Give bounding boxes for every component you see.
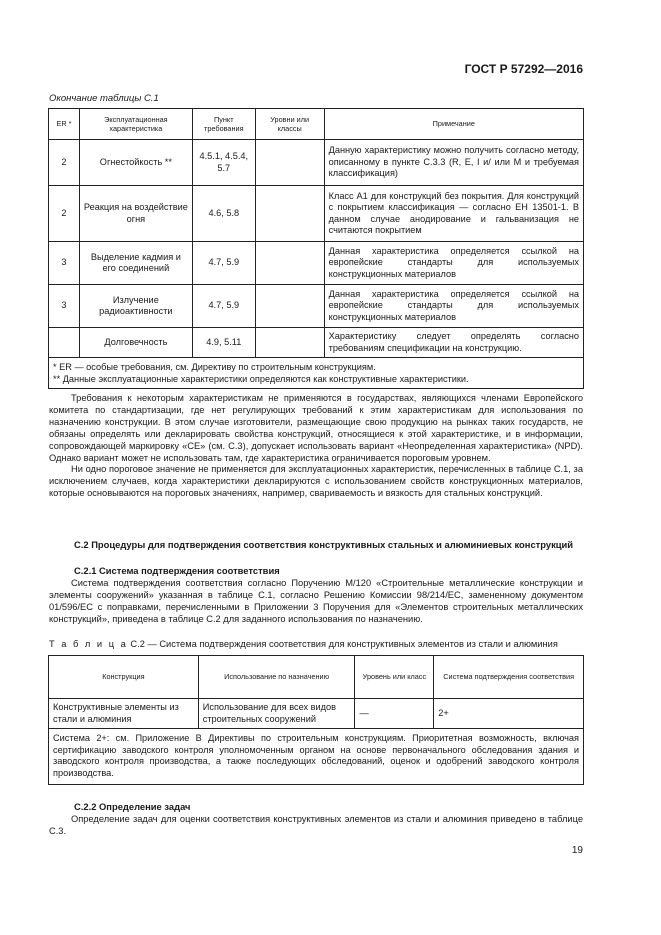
cell-note: Данная характеристика определяется ссылкой на европейские стандарты для используемых конструкционных материалов [324, 285, 583, 328]
footnote-performance: ** Данные эксплуатационные характеристики определяются как конструктивные характеристики. [53, 374, 469, 384]
header-use: Использование по назначению [198, 656, 355, 699]
cell-clause: 4.5.1, 4.5.4, 5.7 [192, 140, 255, 186]
cell-er: 3 [49, 285, 80, 328]
header-er: ER * [49, 109, 80, 140]
table2-caption [49, 639, 589, 649]
table-row [49, 285, 584, 328]
cell-characteristic: Реакция на воздействие огня [79, 186, 192, 242]
section-c22-text [49, 814, 583, 838]
cell-level [255, 328, 324, 358]
cell-characteristic: Долговечность [79, 328, 192, 358]
cell-characteristic: Выделение кадмия и его соединений [79, 242, 192, 285]
paragraph: Система подтверждения соответствия согласно Поручению М/120 «Строительные металлические конструкции и элементы сооружений» указанная в таблице С.1, согласно Решению Комиссии 98/214/ЕС, замененному документом 01/596/ЕС с поправками, перечисленными в Приложении 3 Поручения для «Элементов строительных металлических конструкций», приведена в таблице С.2 для заданного использования по назначению. [49, 578, 583, 624]
paragraph: Определение задач для оценки соответствия конструктивных элементов из стали и алюминия приведено в таблице С.3. [49, 814, 583, 836]
cell-level [255, 186, 324, 242]
table1-header-row [49, 109, 584, 140]
footnote-er: * ER — особые требования, см. Директиву по строительным конструкциям. [53, 362, 376, 372]
cell-clause: 4.7, 5.9 [192, 242, 255, 285]
table-row [49, 699, 584, 729]
table-word: Т а б л и ц а [49, 639, 128, 649]
table-row [49, 140, 584, 186]
table2-footnote: Система 2+: см. Приложение В Директивы по строительным конструкциям. Приоритетная возможность, включая сертификацию заводского контроля уполномоченным органом на основе первоначального обследования здания и заводского контроля производства, а также последующих обследований, оценок и одобрений заводского контроля производства. [49, 729, 584, 785]
table1-caption: Окончание таблицы С.1 [49, 93, 159, 104]
table1-footnote-row [49, 358, 584, 389]
table-c2 [48, 655, 584, 785]
cell-characteristic: Огнестойкость ** [79, 140, 192, 186]
header-construction: Конструкция [49, 656, 199, 699]
cell-clause: 4.9, 5.11 [192, 328, 255, 358]
paragraph: Требования к некоторым характеристикам не применяются в государствах, являющихся членами Европейского комитета по стандартизации, где нет регулирующих требований к этим характеристикам для использования по назначению конструкции. В этом случае изготовители, размещающие свою продукцию на рынках таких государств, не обязаны определять или декларировать свойства конструкций, относящиеся к этой характеристике, и в информации, сопровождающей маркировку «СЕ» (см. С.3), допускает использовать вариант «Неопределенная характеристика» (NPD). Однако вариант может не использовать там, где характеристика ограничивается пороговым уровнем. [49, 393, 583, 463]
body-paragraphs [49, 393, 583, 500]
table1-footnotes [49, 358, 584, 389]
cell-er [49, 328, 80, 358]
cell-clause: 4.6, 5.8 [192, 186, 255, 242]
cell-note: Характеристику следует определять согласно требованиям спецификации на конструкцию. [324, 328, 583, 358]
table-c1-continuation [48, 108, 584, 389]
header-note: Примечание [324, 109, 583, 140]
table-row [49, 242, 584, 285]
table2-header-row [49, 656, 584, 699]
cell-clause: 4.7, 5.9 [192, 285, 255, 328]
cell-er: 2 [49, 186, 80, 242]
cell-system: 2+ [434, 699, 584, 729]
table-row [49, 328, 584, 358]
cell-characteristic: Излучение радиоактивности [79, 285, 192, 328]
paragraph: Ни одно пороговое значение не применяется для эксплуатационных характеристик, перечисленных в таблице С.1, за исключением случаев, когда характеристики декларируются с использованием свойств конструкционных материалов, которые основываются на пороговых значениях, например, свариваемость и вязкость для стальных конструкций. [49, 464, 583, 499]
cell-level [255, 140, 324, 186]
page-number: 19 [571, 845, 583, 856]
table2-caption-text: С.2 — Система подтверждения соответствия для конструктивных элементов из стали и алюминия [130, 639, 558, 649]
cell-note: Данную характеристику можно получить согласно методу, описанному в пункте С.3.3 (R, E, I и/ или M и требуемая классификация) [324, 140, 583, 186]
header-characteristic: Эксплуатационная характеристика [79, 109, 192, 140]
cell-level: — [355, 699, 434, 729]
cell-use: Использование для всех видов строительных сооружений [198, 699, 355, 729]
header-clause: Пункт требования [192, 109, 255, 140]
cell-level [255, 285, 324, 328]
standard-number: ГОСТ Р 57292—2016 [464, 62, 583, 76]
section-c21-heading: С.2.1 Система подтверждения соответствия [74, 565, 280, 576]
cell-construction: Конструктивные элементы из стали и алюминия [49, 699, 199, 729]
section-c2-heading: С.2 Процедуры для подтверждения соответствия конструктивных стальных и алюминиевых конструкций [74, 539, 574, 550]
cell-er: 2 [49, 140, 80, 186]
section-c21-text [49, 578, 583, 626]
section-c22-heading: С.2.2 Определение задач [74, 801, 191, 812]
header-system: Система подтверждения соответствия [434, 656, 584, 699]
cell-note: Данная характеристика определяется ссылкой на европейские стандарты для используемых конструкционных материалов [324, 242, 583, 285]
cell-level [255, 242, 324, 285]
cell-note: Класс А1 для конструкций без покрытия. Для конструкций с покрытием классификация — согласно ЕН 13501-1. В данном случае анодирование и гальванизация не считаются покрытием [324, 186, 583, 242]
header-level: Уровень или класс [355, 656, 434, 699]
cell-er: 3 [49, 242, 80, 285]
header-levels: Уровни или классы [255, 109, 324, 140]
table-row [49, 186, 584, 242]
table2-footnote-row [49, 729, 584, 785]
